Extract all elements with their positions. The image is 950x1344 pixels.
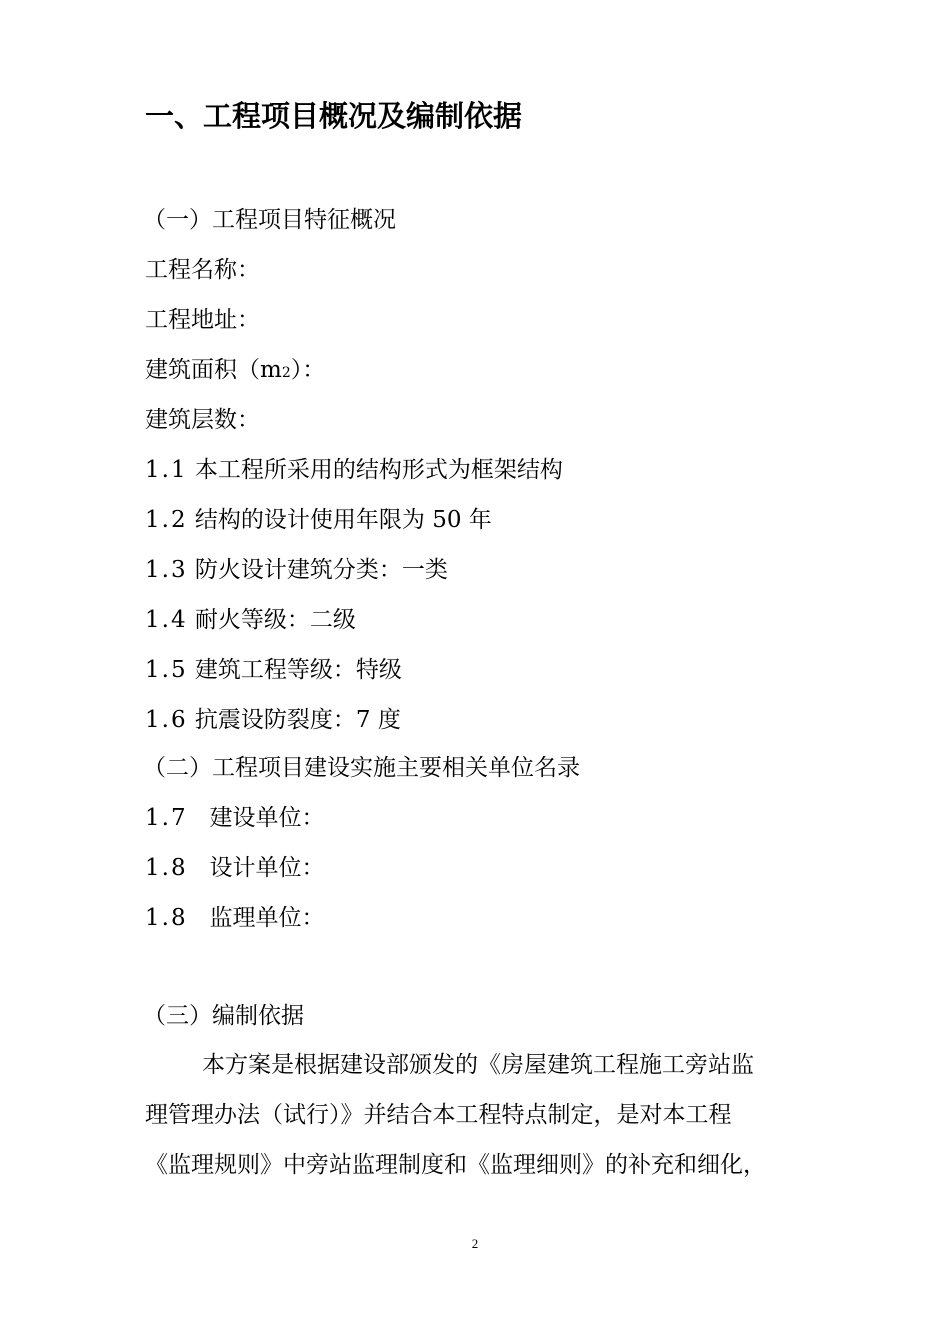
- item-number: 1.2: [145, 507, 188, 533]
- field-project-name: 工程名称：: [145, 257, 260, 283]
- item-number: 1.4: [145, 607, 188, 633]
- item-text: 结构的设计使用年限为 50 年: [194, 507, 492, 533]
- item-number: 1.5: [145, 657, 188, 683]
- list-item: [145, 902, 325, 934]
- item-number: 1.8: [145, 855, 188, 881]
- item-text: 监理单位：: [209, 905, 325, 931]
- list-item: [145, 704, 401, 736]
- item-text: 抗震设防裂度：7 度: [194, 707, 401, 733]
- list-item: [145, 554, 448, 586]
- item-text: 耐火等级：二级: [194, 607, 356, 633]
- item-text: 本工程所采用的结构形式为框架结构: [194, 457, 563, 483]
- paragraph-line: 理管理办法（试行）》并结合本工程特点制定，是对本工程: [145, 1102, 732, 1128]
- item-number: 1.8: [145, 905, 188, 931]
- field-project-address: 工程地址：: [145, 307, 260, 333]
- area-unit-superscript: 2: [281, 365, 291, 381]
- item-text: 防火设计建筑分类：一类: [194, 557, 448, 583]
- basis-paragraph: [145, 1040, 815, 1190]
- section-title-1: （一）工程项目特征概况: [143, 207, 396, 233]
- item-number: 1.7: [145, 805, 188, 831]
- list-item: [145, 604, 356, 636]
- item-text: 设计单位：: [209, 855, 325, 881]
- section-title-2: （二）工程项目建设实施主要相关单位名录: [143, 755, 580, 781]
- chapter-heading: 一、工程项目概况及编制依据: [145, 99, 523, 133]
- item-number: 1.1: [145, 457, 188, 483]
- area-label-suffix: ）：: [290, 357, 326, 383]
- paragraph-line: 《监理规则》中旁站监理制度和《监理细则》的补充和细化，: [145, 1152, 766, 1178]
- field-building-area: [145, 354, 325, 389]
- list-item: [145, 454, 563, 486]
- list-item: [145, 852, 325, 884]
- list-item: [145, 654, 402, 686]
- area-label-prefix: 建筑面积（m: [145, 357, 282, 383]
- item-number: 1.3: [145, 557, 188, 583]
- page-number: 2: [471, 1236, 479, 1251]
- item-text: 建设单位：: [209, 805, 325, 831]
- item-text: 建筑工程等级：特级: [194, 657, 402, 683]
- paragraph-line: 本方案是根据建设部颁发的《房屋建筑工程施工旁站监: [202, 1052, 754, 1078]
- list-item: [145, 802, 325, 834]
- list-item: [145, 504, 492, 536]
- item-number: 1.6: [145, 707, 188, 733]
- section-title-3: （三）编制依据: [143, 1003, 304, 1029]
- field-building-floors: 建筑层数：: [145, 407, 260, 433]
